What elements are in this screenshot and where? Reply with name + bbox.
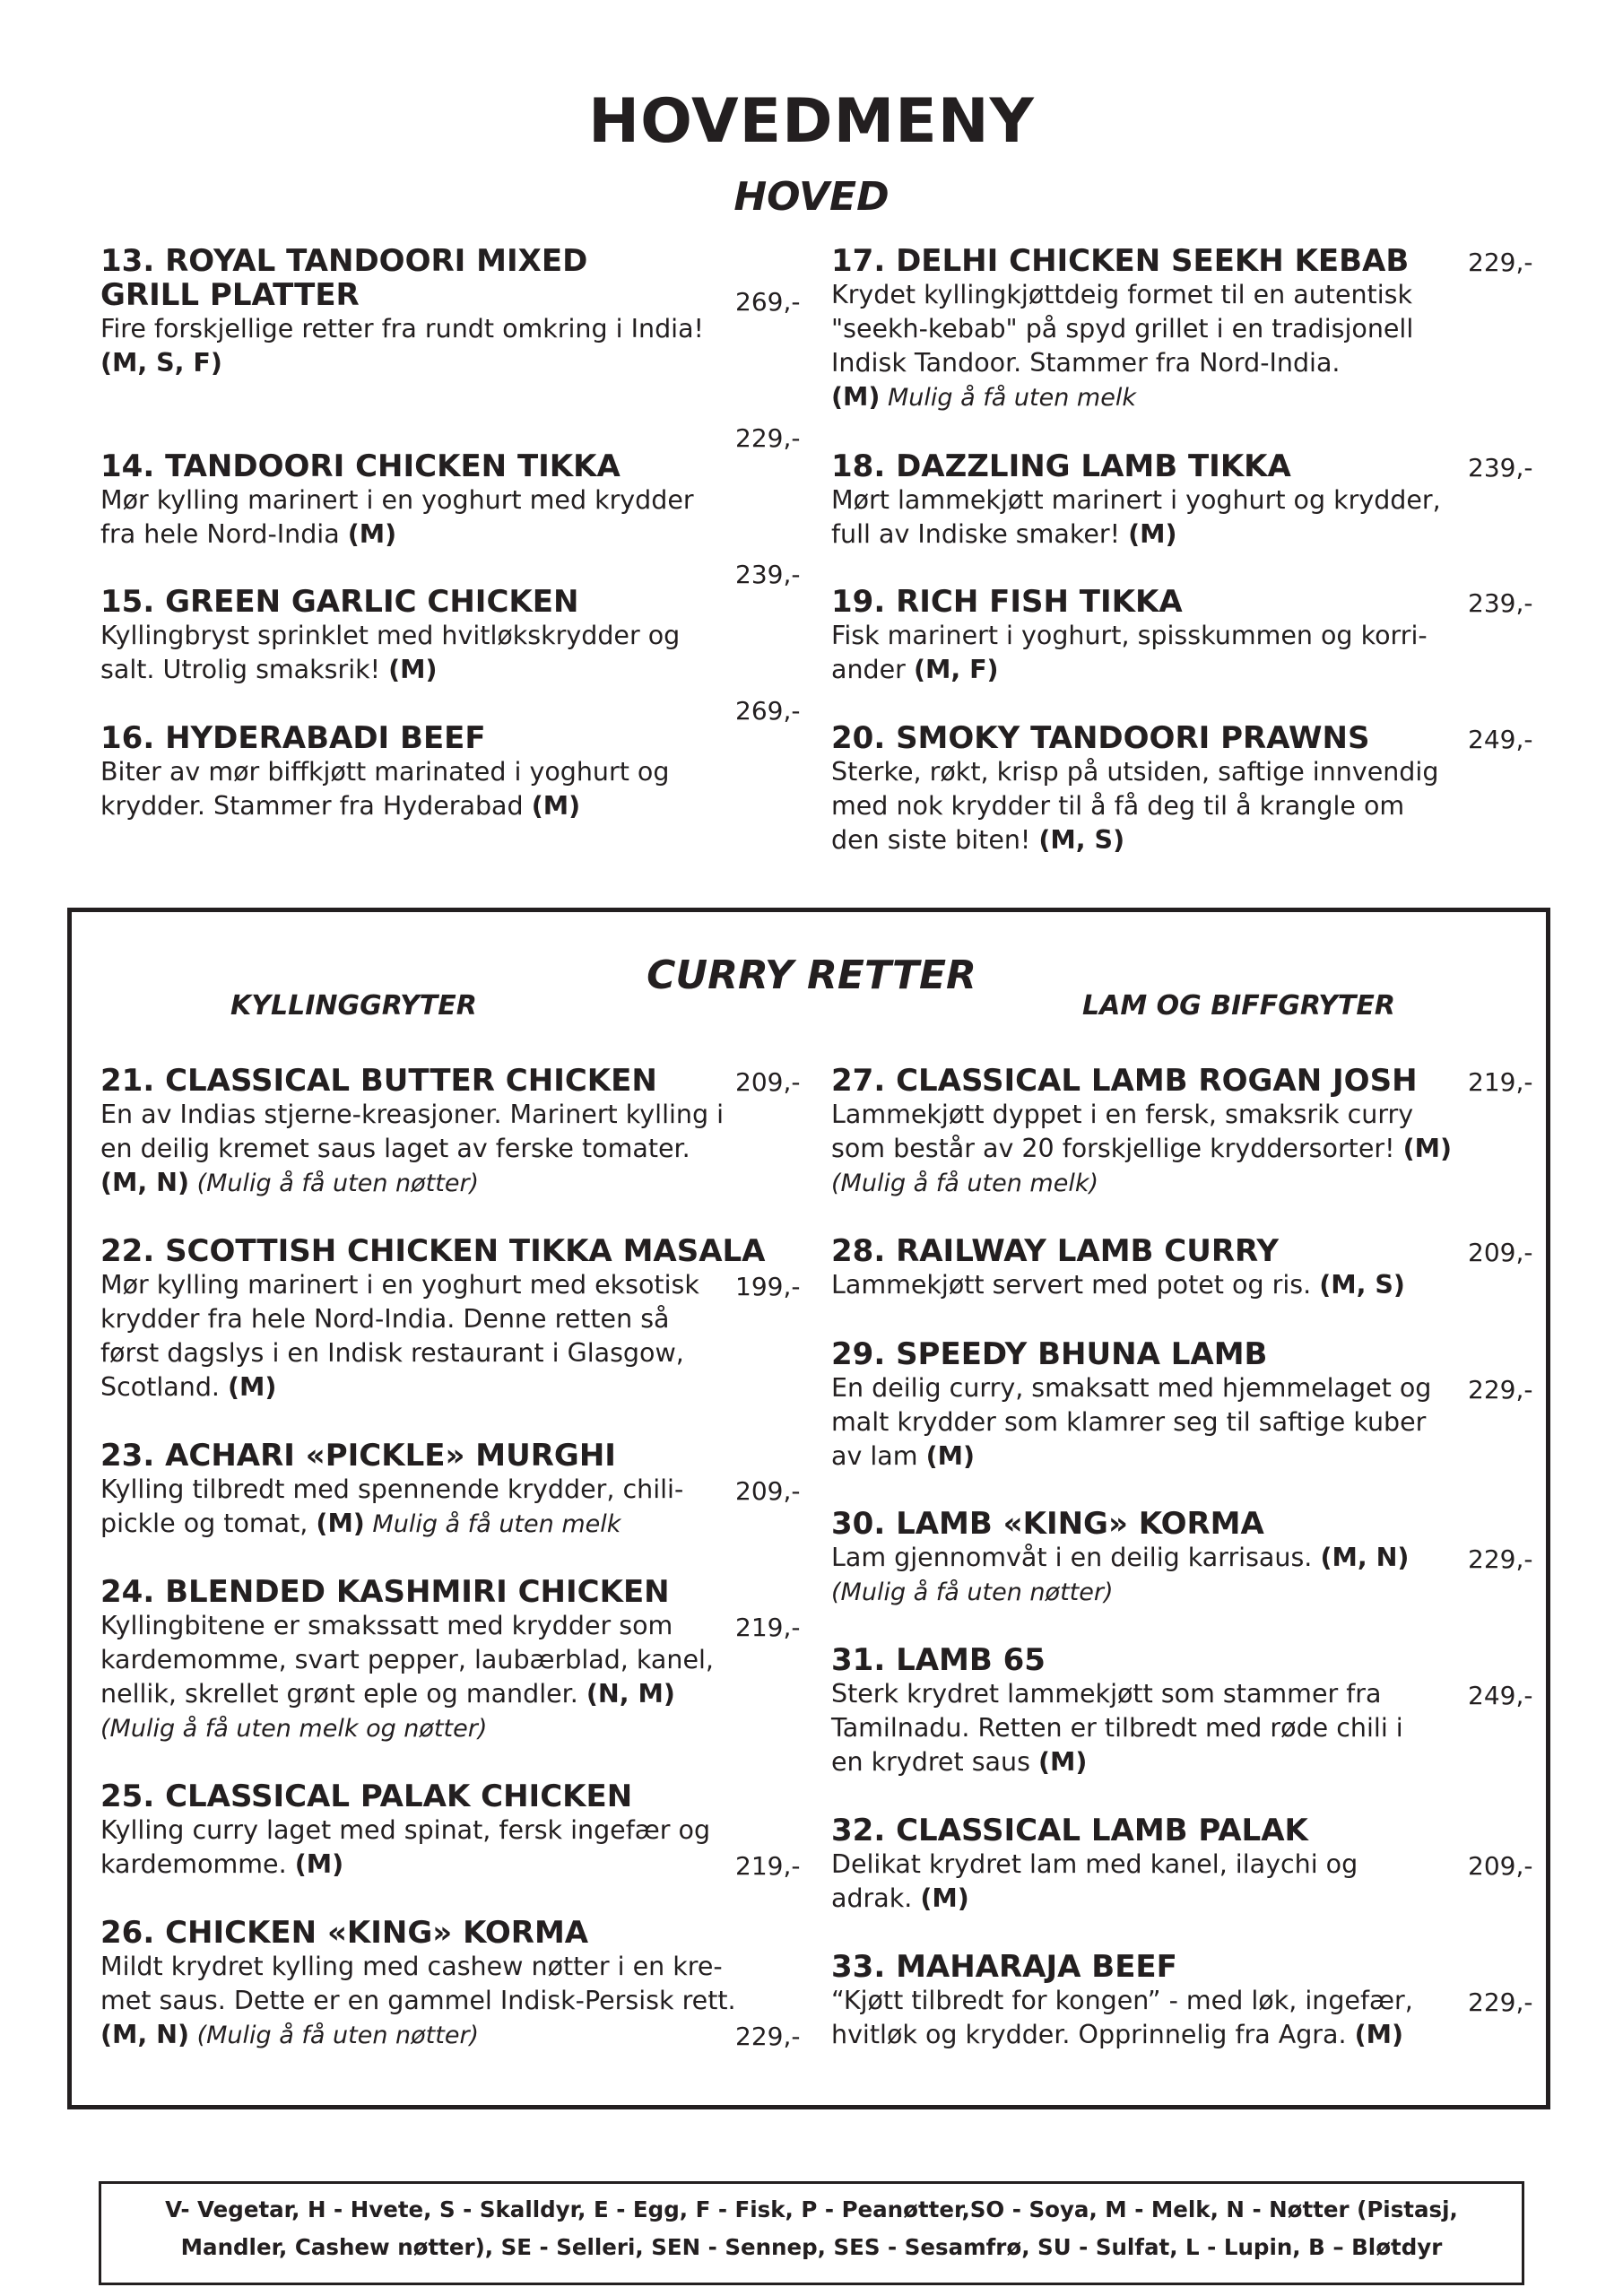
- description-text: Mildt krydret kylling med cashew nøtter i en kre-: [100, 1952, 723, 1981]
- menu-item-description: [831, 2018, 1413, 2052]
- menu-item-description: [100, 1098, 724, 1132]
- menu-item-description: [831, 1439, 1431, 1474]
- allergen-codes: (M): [347, 519, 397, 549]
- menu-item-description: [100, 1643, 714, 1677]
- menu-item-19-rich-fish-tikka: [831, 585, 1428, 687]
- menu-item-title: 15. GREEN GARLIC CHICKEN: [100, 584, 579, 620]
- menu-item-title: 16. HYDERABADI BEEF: [100, 720, 486, 756]
- menu-item-18-dazzling-lamb-tikka: [831, 449, 1441, 552]
- menu-item-price: 239,-: [1468, 588, 1533, 618]
- menu-item-29-speedy-bhuna-lamb: [831, 1337, 1431, 1474]
- menu-item-description: [831, 1268, 1405, 1302]
- description-text: av lam: [831, 1441, 926, 1471]
- description-text: Scotland.: [100, 1372, 229, 1402]
- allergen-codes: (M, N): [100, 1168, 190, 1197]
- description-text: Delikat krydret lam med kanel, ilaychi og: [831, 1849, 1358, 1879]
- description-text: Mørt lammekjøtt marinert i yoghurt og krydder,: [831, 485, 1441, 515]
- section-title-hoved: HOVED: [733, 174, 890, 220]
- description-text: Kylling tilbredt med spennende krydder, chili-: [100, 1474, 684, 1504]
- allergen-note: (Mulig å få uten melk og nøtter): [100, 1715, 488, 1743]
- allergen-codes: (M): [228, 1372, 277, 1402]
- menu-item-title: 27. CLASSICAL LAMB ROGAN JOSH: [831, 1063, 1418, 1099]
- menu-item-33-maharaja-beef: [831, 1950, 1413, 2052]
- description-text: først dagslys i en Indisk restaurant i Glasgow,: [100, 1338, 684, 1368]
- menu-item-description: [831, 1677, 1403, 1711]
- menu-item-title: 14. TANDOORI CHICKEN TIKKA: [100, 448, 621, 484]
- menu-item-description: [100, 1711, 714, 1746]
- menu-item-description: [100, 653, 680, 687]
- menu-item-description: [100, 789, 669, 823]
- menu-item-title: 17. DELHI CHICKEN SEEKH KEBAB: [831, 243, 1410, 279]
- allergen-codes: (M, N): [100, 2020, 190, 2049]
- allergen-codes: (M, S, F): [100, 348, 222, 378]
- menu-item-description: [831, 1882, 1358, 1916]
- menu-item-20-smoky-tandoori-prawns: [831, 721, 1438, 857]
- menu-item-price: 229,-: [1468, 248, 1533, 277]
- description-text: Lam gjennomvåt i en deilig karrisaus.: [831, 1543, 1321, 1572]
- menu-item-price: 219,-: [735, 1851, 801, 1881]
- menu-item-price: 209,-: [735, 1476, 801, 1506]
- description-text: met saus. Dette er en gammel Indisk-Persisk rett.: [100, 1986, 736, 2015]
- description-text: fra hele Nord-India: [100, 519, 348, 549]
- menu-item-price: 269,-: [735, 696, 801, 726]
- menu-item-17-delhi-chicken-seekh-kebab: [831, 244, 1413, 415]
- menu-item-description: [831, 653, 1428, 687]
- menu-item-price: 229,-: [735, 423, 801, 453]
- description-text: en krydret saus: [831, 1747, 1038, 1777]
- description-text: som består av 20 forskjellige kryddersorter!: [831, 1134, 1403, 1163]
- description-text: full av Indiske smaker!: [831, 519, 1129, 549]
- description-text: ander: [831, 655, 914, 684]
- menu-item-27-classical-lamb-rogan-josh: [831, 1064, 1452, 1201]
- menu-item-15-green-garlic-chicken: [100, 585, 680, 687]
- allergen-note: (Mulig å få uten nøtter): [831, 1578, 1114, 1606]
- menu-item-description: [831, 823, 1438, 857]
- description-text: Sterk krydret lammekjøtt som stammer fra: [831, 1679, 1382, 1709]
- allergen-codes: (M): [1128, 519, 1177, 549]
- allergen-codes: (M): [388, 655, 438, 684]
- menu-item-description: [100, 2018, 736, 2053]
- description-text: en deilig kremet saus laget av ferske tomater.: [100, 1134, 690, 1163]
- menu-item-description: [831, 1371, 1431, 1405]
- allergen-note: (Mulig å få uten nøtter): [189, 1170, 480, 1197]
- menu-item-price: 209,-: [1468, 1238, 1533, 1267]
- section-title-curry: CURRY RETTER: [647, 952, 976, 998]
- menu-item-description: [100, 755, 669, 789]
- menu-item-price: 269,-: [735, 287, 801, 317]
- menu-item-description: [100, 1507, 683, 1542]
- menu-item-title: 26. CHICKEN «KING» KORMA: [100, 1915, 589, 1951]
- menu-item-description: [831, 1166, 1452, 1201]
- menu-item-description: [831, 1575, 1409, 1610]
- menu-item-title: 23. ACHARI «PICKLE» MURGHI: [100, 1438, 616, 1474]
- description-text: En deilig curry, smaksatt med hjemmelaget og: [831, 1373, 1432, 1403]
- menu-item-23-achari-pickle-murghi: [100, 1439, 683, 1542]
- menu-item-description: [100, 346, 704, 380]
- menu-item-description: [100, 1984, 736, 2018]
- menu-item-description: [100, 517, 694, 552]
- description-text: kardemomme, svart pepper, laubærblad, kanel,: [100, 1645, 714, 1674]
- menu-item-price: 209,-: [735, 1067, 801, 1097]
- menu-item-title: 21. CLASSICAL BUTTER CHICKEN: [100, 1063, 657, 1099]
- menu-item-description: [100, 1132, 724, 1166]
- menu-item-description: [831, 1541, 1409, 1575]
- description-text: "seekh-kebab" på spyd grillet i en tradisjonell: [831, 314, 1414, 344]
- menu-item-description: [100, 1268, 766, 1302]
- menu-item-title: 22. SCOTTISH CHICKEN TIKKA MASALA: [100, 1233, 766, 1269]
- description-text: den siste biten!: [831, 825, 1039, 855]
- menu-item-description: [831, 619, 1428, 653]
- menu-item-22-scottish-chicken-tikka-masala: [100, 1234, 766, 1405]
- menu-item-30-lamb-king-korma: [831, 1507, 1409, 1610]
- allergen-codes: (M): [1354, 2020, 1404, 2049]
- allergen-codes: (M, N): [1320, 1543, 1410, 1572]
- allergen-codes: (M, F): [913, 655, 999, 684]
- menu-item-title: 29. SPEEDY BHUNA LAMB: [831, 1336, 1268, 1372]
- menu-item-description: [831, 755, 1438, 789]
- menu-item-price: 229,-: [735, 2022, 801, 2051]
- menu-item-16-hyderabadi-beef: [100, 721, 669, 823]
- menu-item-description: [831, 278, 1413, 312]
- allergen-note: (Mulig å få uten melk): [831, 1170, 1099, 1197]
- menu-item-description: [100, 1609, 714, 1643]
- allergen-legend-line: V- Vegetar, H - Hvete, S - Skalldyr, E - Egg, F - Fisk, P - Peanøtter,SO - Soya, M - Melk, N - Nøtter (Pistasj,: [165, 2196, 1458, 2222]
- description-text: En av Indias stjerne-kreasjoner. Marinert kylling i: [100, 1100, 725, 1129]
- description-text: pickle og tomat,: [100, 1509, 317, 1538]
- menu-item-13-royal-tandoori-mixed: [100, 244, 704, 380]
- allergen-note: Mulig å få uten melk: [364, 1510, 621, 1538]
- menu-item-title: 18. DAZZLING LAMB TIKKA: [831, 448, 1291, 484]
- description-text: Krydet kyllingkjøttdeig formet til en autentisk: [831, 280, 1412, 309]
- description-text: Kyllingbryst sprinklet med hvitløkskrydder og: [100, 621, 681, 650]
- description-text: salt. Utrolig smaksrik!: [100, 655, 389, 684]
- description-text: Kylling curry laget med spinat, fersk ingefær og: [100, 1815, 711, 1845]
- description-text: krydder fra hele Nord-India. Denne retten så: [100, 1304, 670, 1334]
- menu-item-price: 229,-: [1468, 1375, 1533, 1405]
- menu-item-description: [100, 1302, 766, 1336]
- menu-item-title: 13. ROYAL TANDOORI MIXED: [100, 243, 588, 279]
- menu-item-description: [100, 1336, 766, 1370]
- description-text: malt krydder som klamrer seg til saftige kuber: [831, 1407, 1427, 1437]
- allergen-codes: (M): [316, 1509, 365, 1538]
- description-text: Fisk marinert i yoghurt, spisskummen og korri-: [831, 621, 1428, 650]
- menu-item-description: [831, 517, 1441, 552]
- allergen-codes: (M): [1037, 1747, 1088, 1777]
- description-text: hvitløk og krydder. Opprinnelig fra Agra.: [831, 2020, 1355, 2049]
- menu-item-description: [100, 1950, 736, 1984]
- description-text: Biter av mør biffkjøtt marinated i yoghurt og: [100, 757, 670, 787]
- allergen-codes: (M): [831, 382, 881, 412]
- description-text: Sterke, røkt, krisp på utsiden, saftige innvendig: [831, 757, 1439, 787]
- menu-item-description: [831, 1984, 1413, 2018]
- menu-item-description: [100, 1370, 766, 1405]
- menu-item-description: [831, 1745, 1403, 1779]
- menu-item-description: [100, 1813, 710, 1848]
- allergen-codes: (N, M): [586, 1679, 675, 1709]
- page-title: HOVEDMENY: [588, 86, 1035, 157]
- subheading-chicken: KYLLINGGRYTER: [230, 990, 477, 1022]
- menu-item-description: [831, 346, 1413, 380]
- menu-item-price: 199,-: [735, 1272, 801, 1301]
- menu-item-description: [100, 619, 680, 653]
- description-text: Indisk Tandoor. Stammer fra Nord-India.: [831, 348, 1341, 378]
- menu-item-price: 219,-: [1468, 1067, 1533, 1097]
- description-text: Tamilnadu. Retten er tilbredt med røde chili i: [831, 1713, 1403, 1743]
- menu-item-description: [100, 1677, 714, 1711]
- menu-item-price: 239,-: [1468, 453, 1533, 483]
- menu-item-title: 30. LAMB «KING» KORMA: [831, 1506, 1264, 1542]
- allergen-note: Mulig å få uten melk: [880, 384, 1136, 412]
- allergen-codes: (M): [294, 1849, 344, 1879]
- description-text: Mør kylling marinert i en yoghurt med krydder: [100, 485, 694, 515]
- allergen-codes: (M, S): [1319, 1270, 1405, 1300]
- menu-item-26-chicken-king-korma: [100, 1916, 736, 2053]
- description-text: Lammekjøtt dyppet i en fersk, smaksrik curry: [831, 1100, 1414, 1129]
- menu-item-title: 24. BLENDED KASHMIRI CHICKEN: [100, 1574, 670, 1610]
- description-text: med nok krydder til å få deg til å krangle om: [831, 791, 1405, 821]
- menu-item-title: 19. RICH FISH TIKKA: [831, 584, 1183, 620]
- description-text: Lammekjøtt servert med potet og ris.: [831, 1270, 1320, 1300]
- menu-item-title: 20. SMOKY TANDOORI PRAWNS: [831, 720, 1370, 756]
- menu-item-24-blended-kashmiri-chicken: [100, 1575, 714, 1746]
- subheading-lamb-beef: LAM OG BIFFGRYTER: [1082, 990, 1395, 1022]
- menu-item-price: 249,-: [1468, 1681, 1533, 1710]
- menu-item-description: [831, 312, 1413, 346]
- menu-item-description: [100, 312, 704, 346]
- menu-item-description: [100, 1848, 710, 1882]
- allergen-codes: (M, S): [1038, 825, 1125, 855]
- menu-item-price: 249,-: [1468, 725, 1533, 754]
- menu-item-title: 25. CLASSICAL PALAK CHICKEN: [100, 1779, 633, 1814]
- description-text: Mør kylling marinert i en yoghurt med eksotisk: [100, 1270, 699, 1300]
- menu-item-description: [831, 1848, 1358, 1882]
- menu-item-price: 219,-: [735, 1613, 801, 1642]
- menu-item-14-tandoori-chicken-tikka: [100, 449, 694, 552]
- menu-item-25-classical-palak-chicken: [100, 1779, 710, 1882]
- allergen-codes: (M): [925, 1441, 976, 1471]
- menu-item-description: [831, 789, 1438, 823]
- description-text: Fire forskjellige retter fra rundt omkring i India!: [100, 314, 704, 344]
- description-text: kardemomme.: [100, 1849, 295, 1879]
- menu-item-price: 209,-: [1468, 1851, 1533, 1881]
- allergen-codes: (M): [920, 1883, 969, 1913]
- menu-item-21-classical-butter-chicken: [100, 1064, 724, 1201]
- description-text: krydder. Stammer fra Hyderabad: [100, 791, 532, 821]
- description-text: “Kjøtt tilbredt for kongen” - med løk, ingefær,: [831, 1986, 1413, 2015]
- menu-item-title: 32. CLASSICAL LAMB PALAK: [831, 1813, 1308, 1848]
- description-text: adrak.: [831, 1883, 921, 1913]
- allergen-codes: (M): [1402, 1134, 1452, 1163]
- description-text: nellik, skrellet grønt eple og mandler.: [100, 1679, 586, 1709]
- allergen-codes: (M): [531, 791, 581, 821]
- menu-item-32-classical-lamb-palak: [831, 1813, 1358, 1916]
- menu-item-title: GRILL PLATTER: [100, 277, 360, 313]
- description-text: Kyllingbitene er smakssatt med krydder som: [100, 1611, 673, 1640]
- menu-item-price: 229,-: [1468, 1544, 1533, 1574]
- menu-item-description: [831, 1132, 1452, 1166]
- menu-item-description: [100, 483, 694, 517]
- menu-item-description: [831, 1711, 1403, 1745]
- menu-item-description: [831, 1098, 1452, 1132]
- menu-item-title: 33. MAHARAJA BEEF: [831, 1949, 1177, 1985]
- menu-item-title: 28. RAILWAY LAMB CURRY: [831, 1233, 1279, 1269]
- menu-item-description: [100, 1473, 683, 1507]
- allergen-note: (Mulig å få uten nøtter): [189, 2022, 480, 2049]
- menu-item-description: [831, 1405, 1431, 1439]
- allergen-legend-line: Mandler, Cashew nøtter), SE - Selleri, SEN - Sennep, SES - Sesamfrø, SU - Sulfat, L - Lupin, B – Bløtdyr: [180, 2234, 1443, 2260]
- menu-item-price: 239,-: [735, 560, 801, 589]
- menu-item-description: [831, 483, 1441, 517]
- menu-item-description: [100, 1166, 724, 1201]
- menu-item-title: 31. LAMB 65: [831, 1642, 1046, 1678]
- menu-item-description: [831, 380, 1413, 415]
- menu-item-price: 229,-: [1468, 1987, 1533, 2017]
- menu-item-31-lamb-65: [831, 1643, 1403, 1779]
- menu-item-28-railway-lamb-curry: [831, 1234, 1405, 1302]
